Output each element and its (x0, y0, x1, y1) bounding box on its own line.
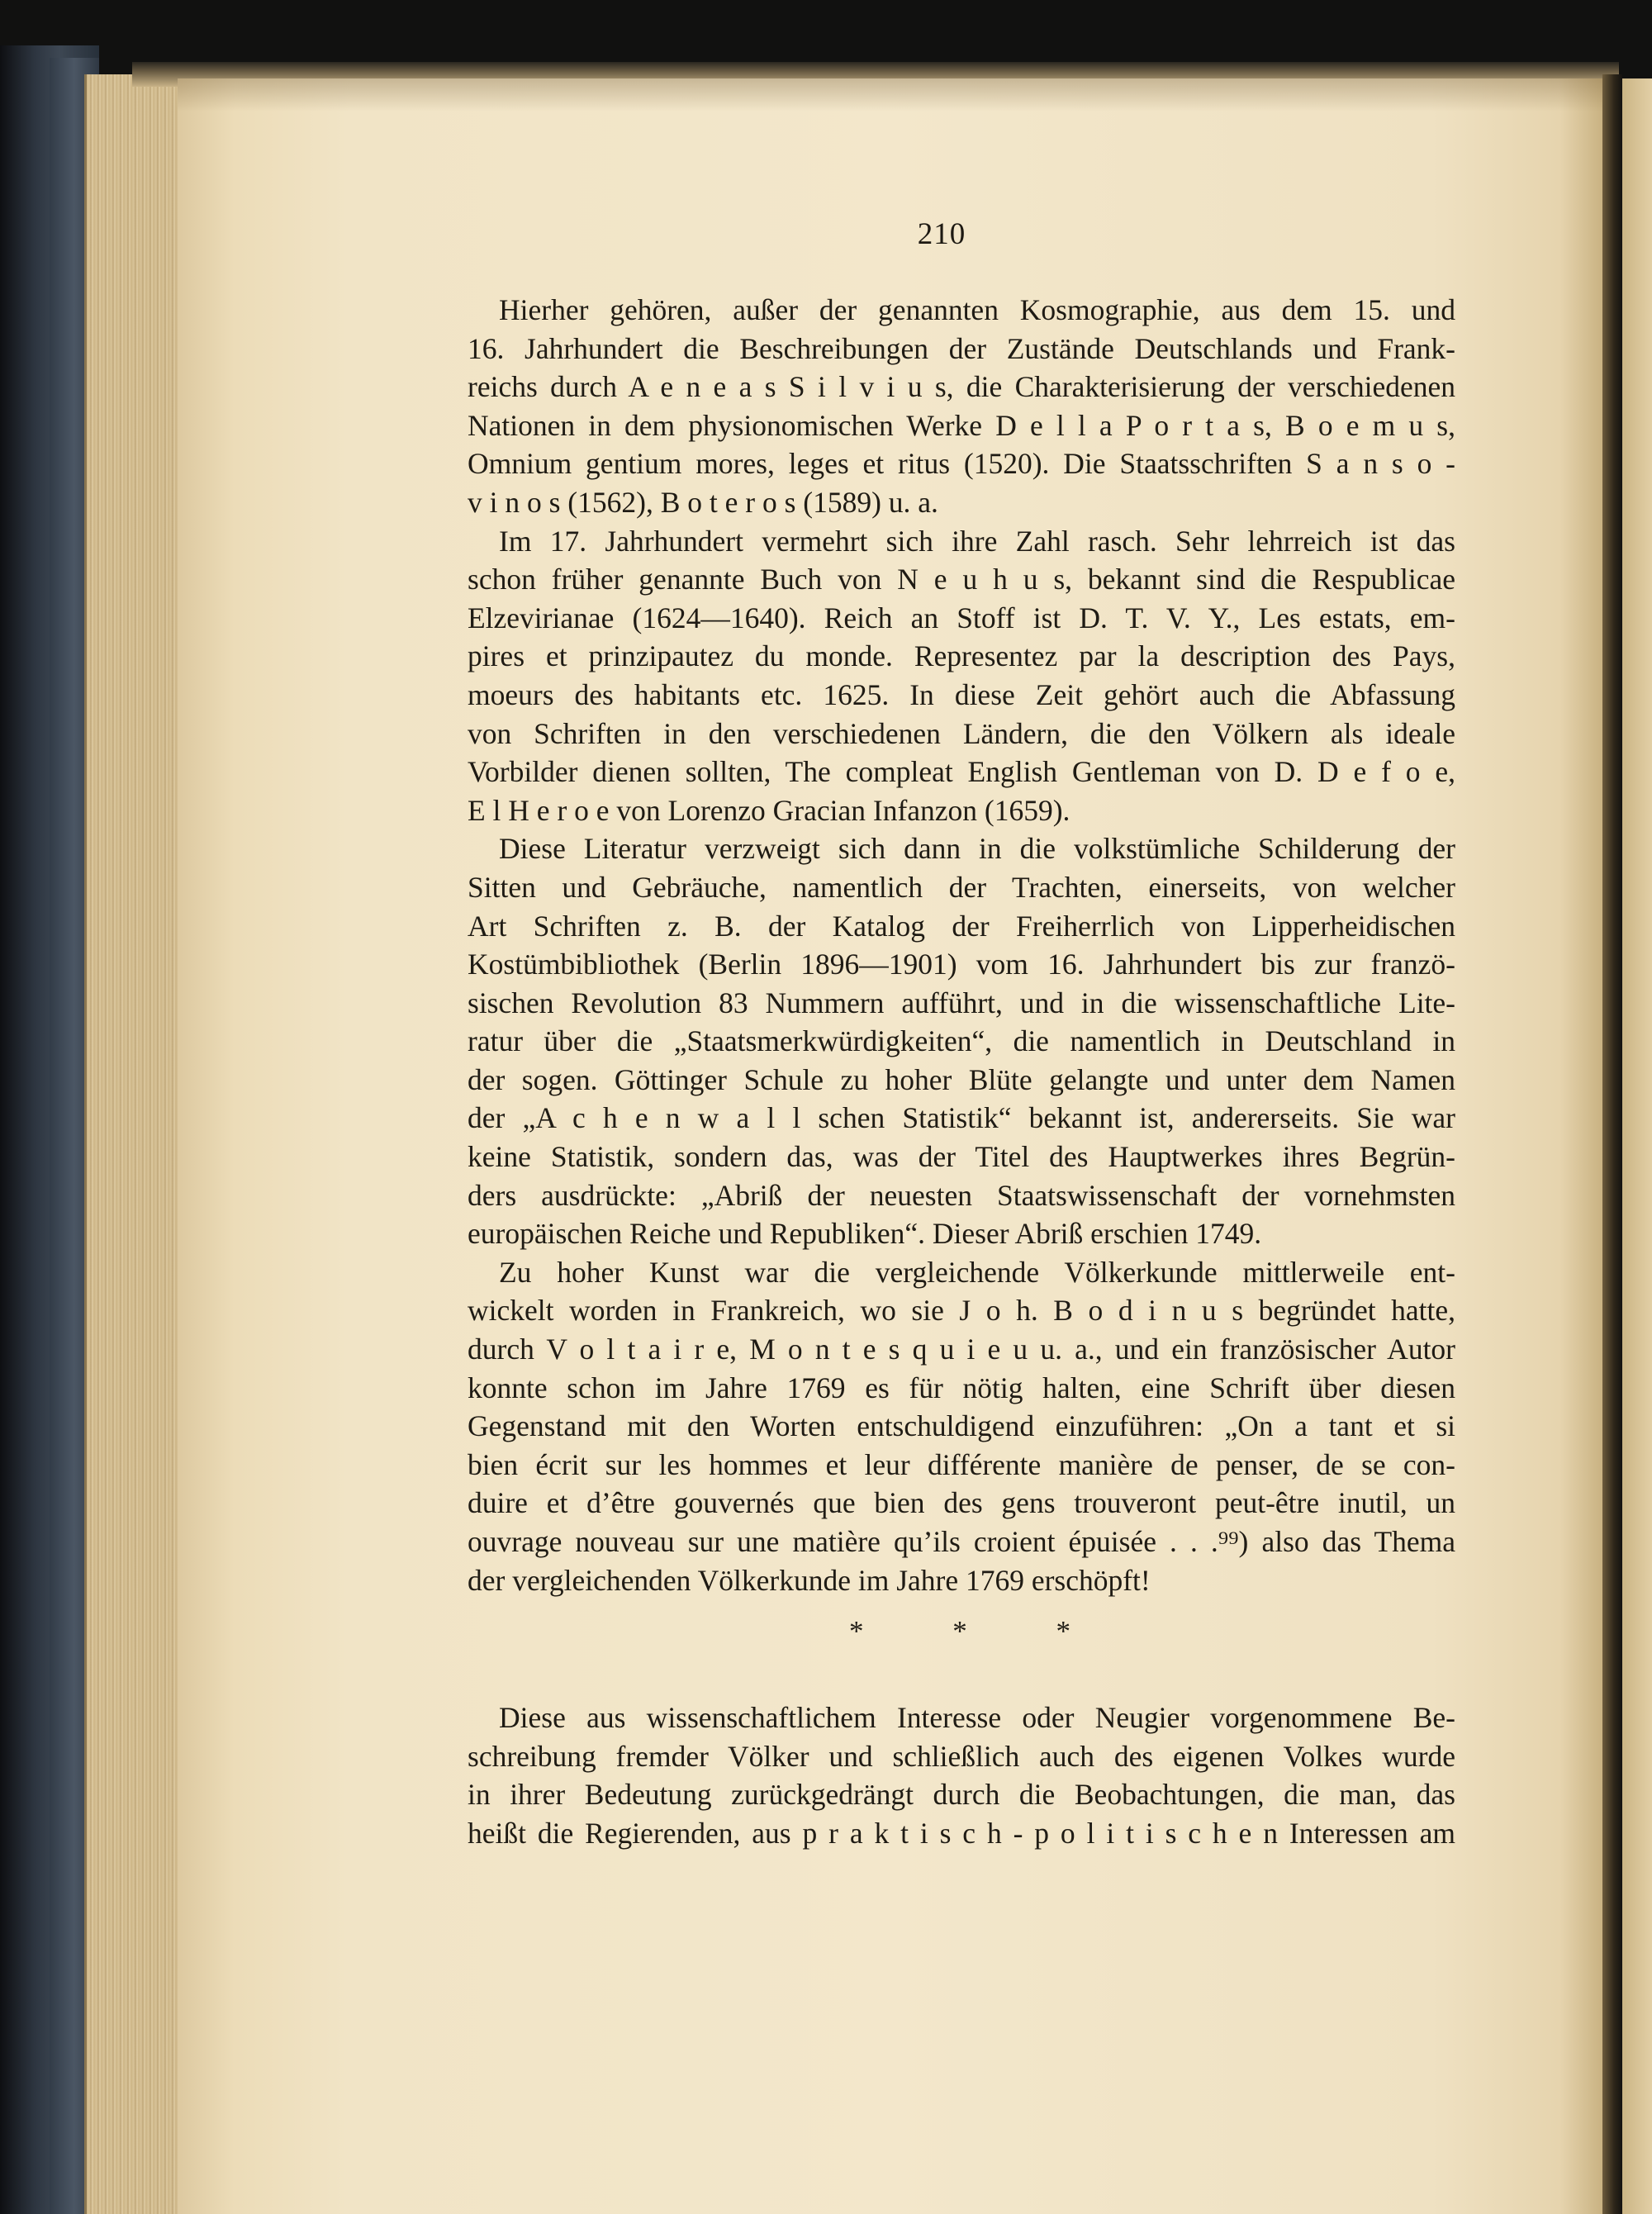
text-line: Vorbilder dienen sollten, The compleat English Gentleman von D. D e f o e, (468, 755, 1455, 789)
text-line: reichs durch A e n e a s S i l v i u s, die Charakterisierung der verschiedenen (468, 370, 1455, 404)
text-line: schreibung fremder Völker und schließlich auch des eigenen Volkes wurde (468, 1739, 1455, 1773)
text-line: Omnium gentium mores, leges et ritus (1520). Die Staatsschriften S a n s o - (468, 447, 1455, 481)
text-line: Gegenstand mit den Worten entschuldigend einzuführen: „On a tant et si (468, 1409, 1455, 1443)
text-line: Im 17. Jahrhundert vermehrt sich ihre Zahl rasch. Sehr lehrreich ist das (499, 524, 1455, 558)
text-line: Diese Literatur verzweigt sich dann in die volkstümliche Schilderung der (499, 832, 1455, 866)
text-line: E l H e r o e von Lorenzo Gracian Infanzon (1659). (468, 793, 1070, 827)
book-gutter (1602, 74, 1622, 2214)
text-line: heißt die Regierenden, aus p r a k t i s c h - p o l i t i s c h e n Interessen am (468, 1816, 1455, 1850)
asterisk: * (849, 1615, 864, 1648)
text-line: bien écrit sur les hommes et leur différente manière de penser, de se con- (468, 1447, 1455, 1481)
section-gap (468, 1651, 1455, 1699)
page-number: 210 (917, 217, 966, 251)
paragraph-1 (468, 291, 1455, 522)
text-line: pires et prinzipautez du monde. Representez par la description des Pays, (468, 639, 1455, 673)
text-line: moeurs des habitants etc. 1625. In diese Zeit gehört auch die Abfassung (468, 677, 1455, 711)
text-line: der sogen. Göttinger Schule zu hoher Blüte gelangte und unter dem Namen (468, 1062, 1455, 1096)
text-line: v i n o s (1562), B o t e r o s (1589) u. a. (468, 485, 938, 519)
paragraph-4 (468, 1253, 1455, 1599)
text-line: konnte schon im Jahre 1769 es für nötig halten, eine Schrift über diesen (468, 1371, 1455, 1404)
text-line: Hierher gehören, außer der genannten Kosmographie, aus dem 15. und (499, 293, 1455, 326)
text-line: wickelt worden in Frankreich, wo sie J o h. B o d i n u s begründet hatte, (468, 1294, 1455, 1328)
text-line: duire et d’être gouvernés que bien des gens trouveront peut-être inutil, un (468, 1486, 1455, 1520)
text-line: ouvrage nouveau sur une matière qu’ils croient épuisée . . .⁹⁹) also das Thema (468, 1525, 1455, 1558)
text-line: Nationen in dem physionomischen Werke D e l l a P o r t a s, B o e m u s, (468, 408, 1455, 442)
text-line: Sitten und Gebräuche, namentlich der Trachten, einerseits, von welcher (468, 870, 1455, 904)
facing-page-edge (1622, 78, 1652, 2214)
text-line: Diese aus wissenschaftlichem Interesse oder Neugier vorgenommene Be- (499, 1701, 1455, 1735)
asterisk: * (1056, 1615, 1070, 1648)
text-line: 16. Jahrhundert die Beschreibungen der Zustände Deutschlands und Frank- (468, 331, 1455, 365)
text-line: der vergleichenden Völkerkunde im Jahre 1769 erschöpft! (468, 1563, 1151, 1597)
text-line: Zu hoher Kunst war die vergleichende Völkerkunde mittlerweile ent- (499, 1255, 1455, 1289)
text-line: europäischen Reiche und Republiken“. Dieser Abriß erschien 1749. (468, 1217, 1262, 1251)
paragraph-3 (468, 829, 1455, 1253)
text-line: ders ausdrückte: „Abriß der neuesten Staatswissenschaft der vornehmsten (468, 1178, 1455, 1212)
page-shadow (178, 78, 1602, 112)
asterisk: * (952, 1615, 967, 1648)
text-line: keine Statistik, sondern das, was der Titel des Hauptwerkes ihres Begrün- (468, 1140, 1455, 1174)
text-line: von Schriften in den verschiedenen Ländern, die den Völkern als ideale (468, 716, 1455, 750)
text-line: Elzevirianae (1624—1640). Reich an Stoff ist D. T. V. Y., Les estats, em- (468, 601, 1455, 634)
section-separator (849, 1613, 1070, 1651)
text-line: in ihrer Bedeutung zurückgedrängt durch die Beobachtungen, die man, das (468, 1778, 1455, 1812)
text-line: ratur über die „Staatsmerkwürdigkeiten“, die namentlich in Deutschland in (468, 1024, 1455, 1058)
text-line: sischen Revolution 83 Nummern aufführt, und in die wissenschaftliche Lite- (468, 986, 1455, 1019)
text-line: durch V o l t a i r e, M o n t e s q u i e u u. a., und ein französischer Autor (468, 1333, 1455, 1366)
text-line: Kostümbibliothek (Berlin 1896—1901) vom 16. Jahrhundert bis zur franzö- (468, 948, 1455, 981)
text-line: Art Schriften z. B. der Katalog der Freiherrlich von Lipperheidischen (468, 909, 1455, 943)
paragraph-2 (468, 522, 1455, 830)
paragraph-5 (468, 1699, 1455, 1852)
page-text (468, 291, 1455, 1853)
text-line: der „A c h e n w a l l schen Statistik“ bekannt ist, andererseits. Sie war (468, 1101, 1455, 1135)
text-line: schon früher genannte Buch von N e u h u s, bekannt sind die Respublicae (468, 563, 1455, 596)
